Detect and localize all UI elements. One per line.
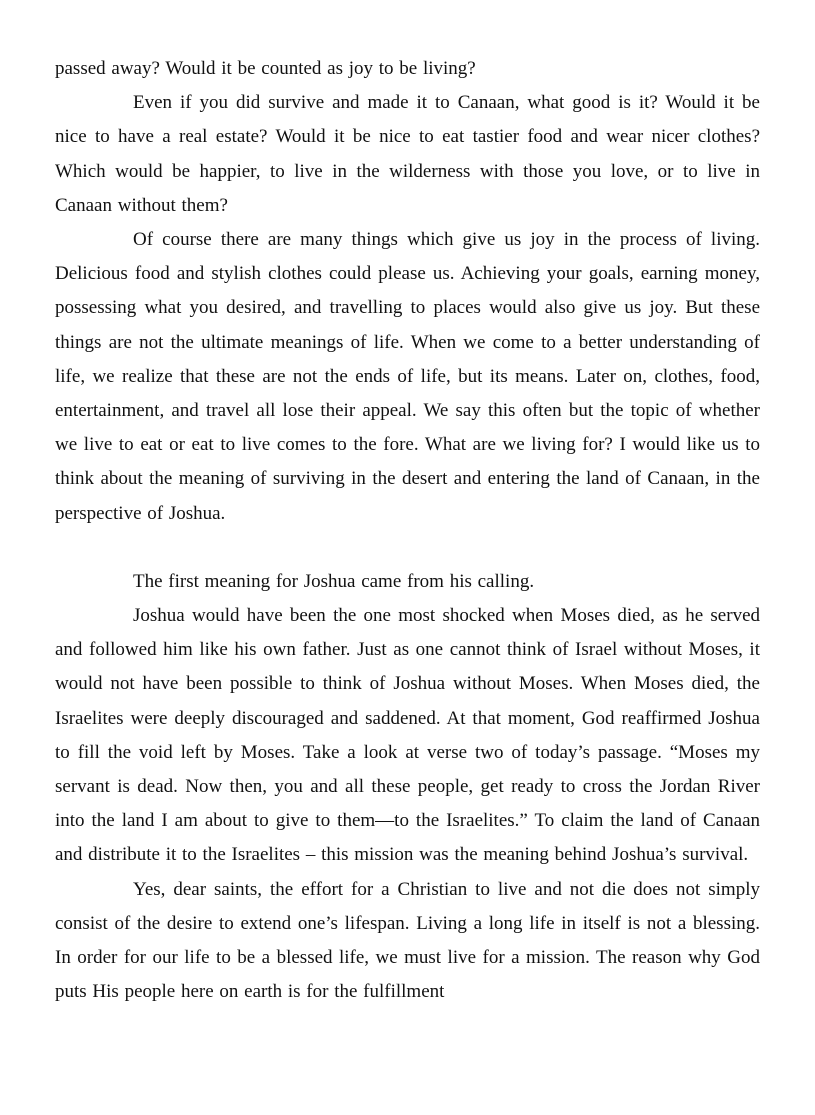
- paragraph: Joshua would have been the one most shocked when Moses died, as he served and followed him like his own father. Just as one cannot think of Israel without Moses, it would not have been possible to think of Joshua without Moses. When Moses died, the Israelites were deeply discouraged and saddened. At that moment, God reaffirmed Joshua to fill the void left by Moses. Take a look at verse two of today’s passage. “Moses my servant is dead. Now then, you and all these people, get ready to cross the Jordan River into the land I am about to give to them—to the Israelites.” To claim the land of Canaan and distribute it to the Israelites – this mission was the meaning behind Joshua’s survival.: [55, 605, 760, 866]
- paragraph: Even if you did survive and made it to Canaan, what good is it? Would it be nice to have a real estate? Would it be nice to eat tastier food and wear nicer clothes? Which would be happier, to live in the wilderness with those you love, or to live in Canaan without them?: [55, 92, 760, 216]
- paragraph-continuation: passed away? Would it be counted as joy to be living?: [55, 58, 476, 79]
- paragraph-gap: [55, 531, 760, 565]
- document-page: [55, 52, 760, 1009]
- paragraph: Yes, dear saints, the effort for a Christian to live and not die does not simply consist of the desire to extend one’s lifespan. Living a long life in itself is not a blessing. In order for our life to be a blessed life, we must live for a mission. The reason why God puts His people here on earth is for the fulfillment: [55, 878, 760, 1003]
- paragraph: Of course there are many things which give us joy in the process of living. Delicious food and stylish clothes could please us. Achieving your goals, earning money, possessing what you desired, and travelling to places would also give us joy. But these things are not the ultimate meanings of life. When we come to a better understanding of life, we realize that these are not the ends of life, but its means. Later on, clothes, food, entertainment, and travel all lose their appeal. We say this often but the topic of whether we live to eat or eat to live comes to the fore. What are we living for? I would like us to think about the meaning of surviving in the desert and entering the land of Canaan, in the perspective of Joshua.: [55, 229, 760, 524]
- paragraph: The first meaning for Joshua came from his calling.: [133, 570, 535, 592]
